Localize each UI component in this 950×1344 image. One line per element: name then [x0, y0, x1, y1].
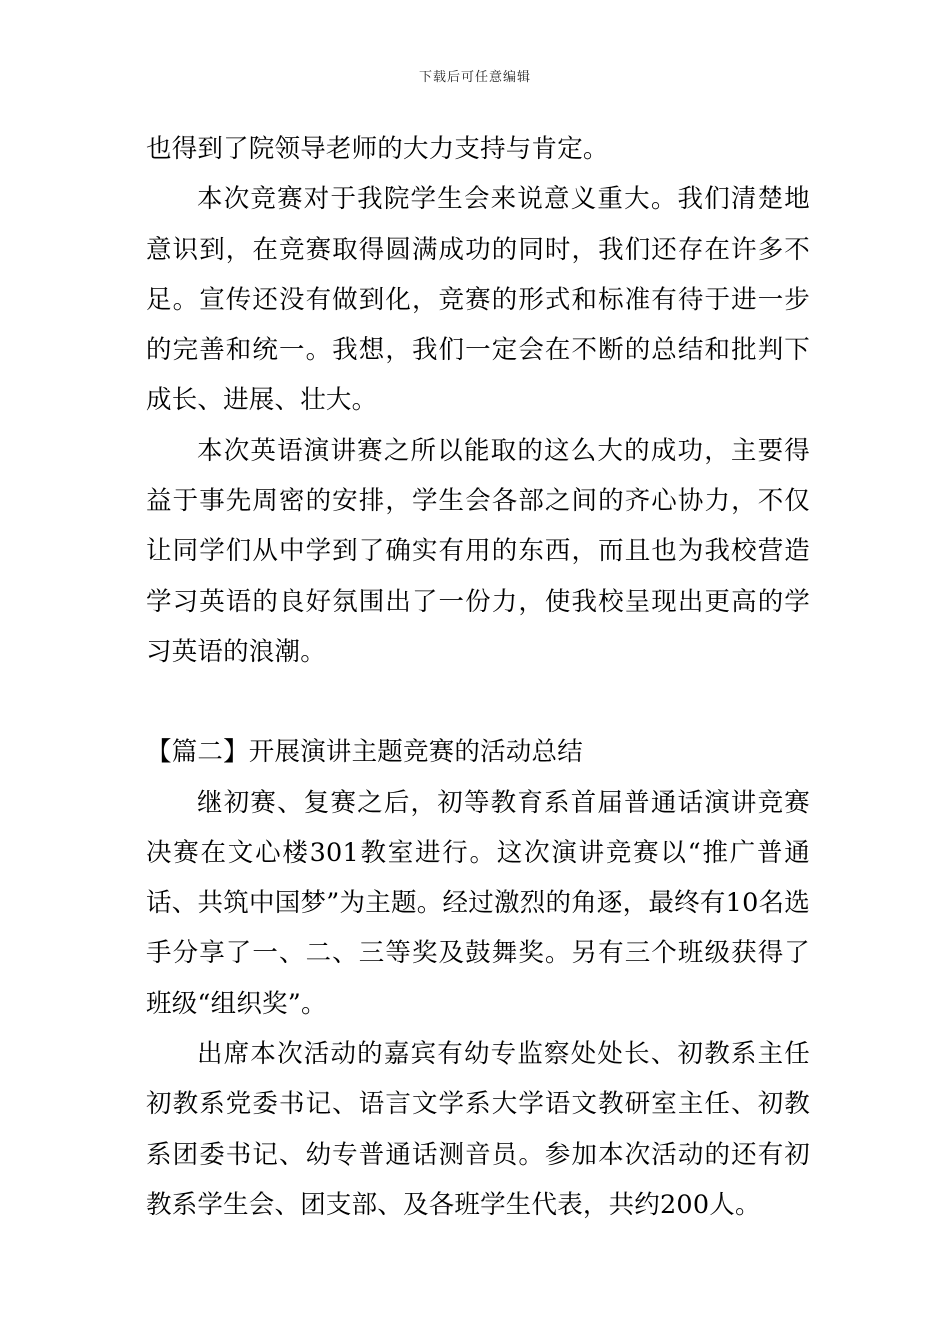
section-heading: 【篇二】开展演讲主题竞赛的活动总结: [146, 737, 583, 768]
page-header-note: 下载后可任意编辑: [418, 70, 531, 85]
document-body: [146, 124, 810, 1230]
paragraph-english-speech-success: 本次英语演讲赛之所以能取的这么大的成功，主要得益于事先周密的安排，学生会各部之间的齐心协力，不仅让同学们从中学到了确实有用的东西，而且也为我校营造学习英语的良好氛围出了一份力，使我校呈现出更高的学习英语的浪潮。: [146, 435, 810, 667]
paragraph-guests-attendance: 出席本次活动的嘉宾有幼专监察处处长、初教系主任初教系党委书记、语言文学系大学语文教研室主任、初教系团委书记、幼专普通话测音员。参加本次活动的还有初教系学生会、团支部、及各班学生代表，共约200人。: [146, 1039, 810, 1220]
paragraph-continuation: 也得到了院领导老师的大力支持与肯定。: [146, 134, 609, 164]
paragraph-competition-significance: 本次竞赛对于我院学生会来说意义重大。我们清楚地意识到，在竞赛取得圆满成功的同时，我们还存在许多不足。宣传还没有做到化，竞赛的形式和标准有待于进一步的完善和统一。我想，我们一定会在不断的总结和批判下成长、进展、壮大。: [146, 184, 810, 416]
section-spacer: [146, 677, 810, 727]
paragraph-final-contest: 继初赛、复赛之后，初等教育系首届普通话演讲竞赛决赛在文心楼301教室进行。这次演讲竞赛以“推广普通话、共筑中国梦”为主题。经过激烈的角逐，最终有10名选手分享了一、二、三等奖及鼓舞奖。另有三个班级获得了班级“组织奖”。: [146, 787, 810, 1019]
